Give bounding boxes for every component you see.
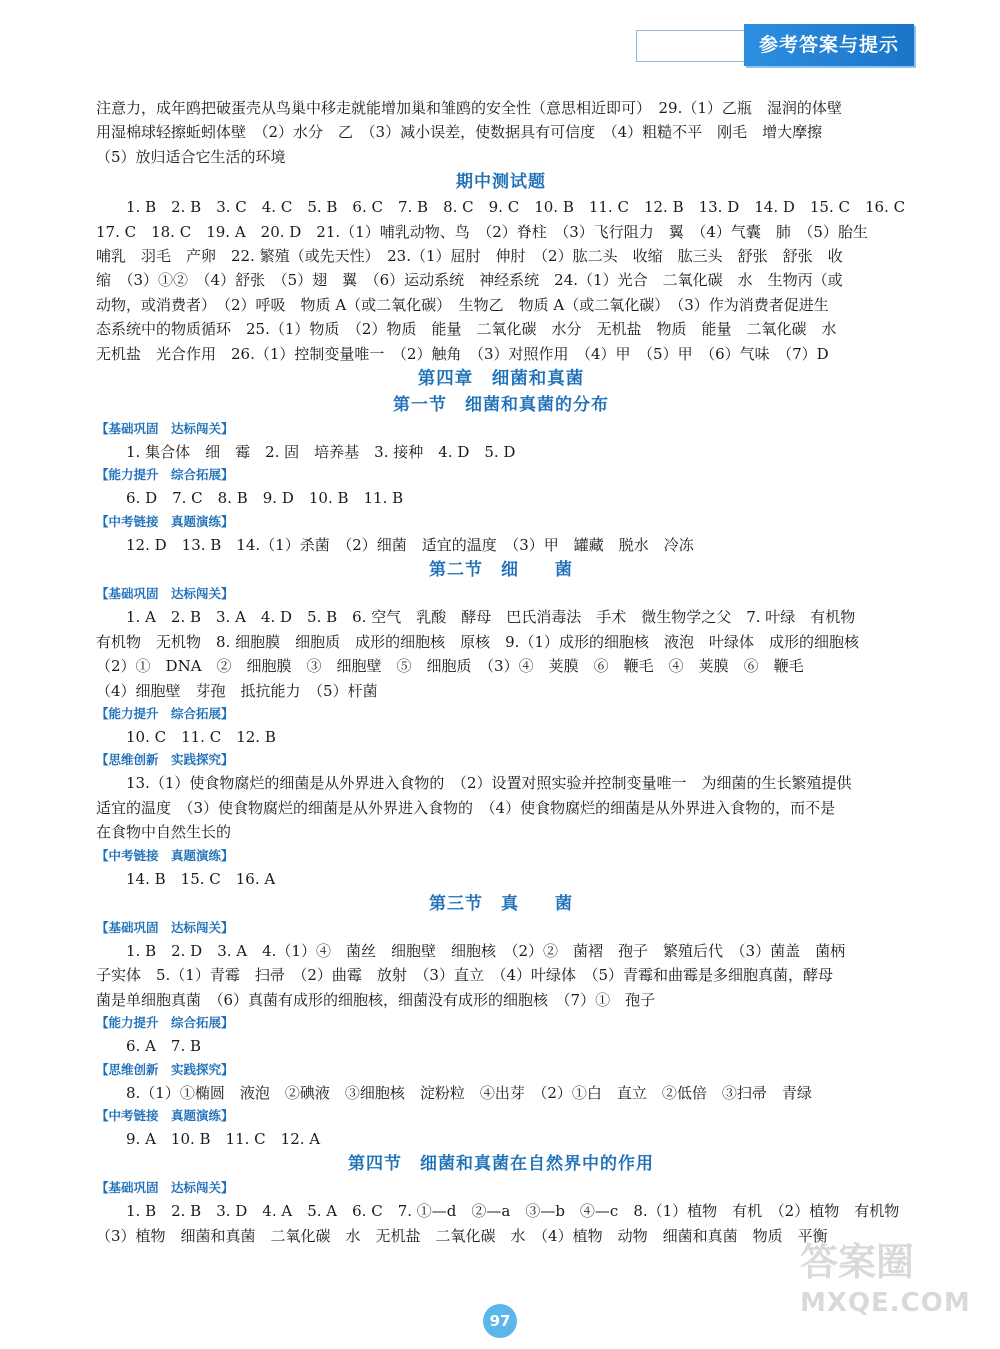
text-line: 态系统中的物质循环 25.（1）物质 （2）物质 能量 二氧化碳 水分 无机盐 物质 能量 二氧化碳 水: [96, 320, 837, 339]
exercise-tag: 【能力提升 综合拓展】: [96, 705, 234, 721]
text-line: 子实体 5.（1）青霉 扫帚 （2）曲霉 放射 （3）直立 （4）叶绿体 （5）青霉和曲霉是多细胞真菌，酵母: [96, 966, 834, 985]
text-line: （4）细胞壁 芽孢 抵抗能力 （5）杆菌: [96, 681, 378, 700]
text-line: 12. D 13. B 14.（1）杀菌 （2）细菌 适宜的温度 （3）甲 罐藏 脱水 冷冻: [126, 535, 694, 554]
section-title: 期中测试题: [456, 172, 546, 193]
text-line: 9. A 10. B 11. C 12. A: [126, 1129, 321, 1148]
text-line: 1. B 2. D 3. A 4.（1）④ 菌丝 细胞壁 细胞核 （2）② 菌褶 孢子 繁殖后代 （3）菌盖 菌柄: [126, 941, 846, 960]
text-line: 8.（1）①椭圆 液泡 ②碘液 ③细胞核 淀粉粒 ④出芽 （2）①白 直立 ②低倍 ③扫帚 青绿: [126, 1083, 812, 1102]
watermark: [800, 1238, 990, 1338]
text-line: 1. B 2. B 3. D 4. A 5. A 6. C 7. ①—d ②—a ③—b ④—c 8.（1）植物 有机 （2）植物 有机物: [126, 1202, 900, 1221]
text-line: 13.（1）使食物腐烂的细菌是从外界进入食物的 （2）设置对照实验并控制变量唯一 为细菌的生长繁殖提供: [126, 774, 852, 793]
section-title: 第三节 真 菌: [429, 893, 573, 914]
text-line: 1. 集合体 细 霉 2. 固 培养基 3. 接种 4. D 5. D: [126, 443, 516, 462]
exercise-tag: 【能力提升 综合拓展】: [96, 1015, 234, 1031]
text-line: 动物，或消费者） （2）呼吸 物质 A（或二氧化碳） 生物乙 物质 A（或二氧化碳） （3）作为消费者促进生: [96, 295, 829, 314]
exercise-tag: 【基础巩固 达标闯关】: [96, 586, 234, 602]
text-line: 注意力，成年鸥把破蛋壳从鸟巢中移走就能增加巢和雏鸥的安全性（意思相近即可） 29.（1）乙瓶 湿润的体壁: [96, 99, 842, 117]
text-line: 用湿棉球轻擦蚯蚓体壁 （2）水分 乙 （3）减小误差，使数据具有可信度 （4）粗糙不平 刚毛 增大摩擦: [96, 123, 823, 142]
exercise-tag: 【能力提升 综合拓展】: [96, 467, 234, 483]
section-title: 第四节 细菌和真菌在自然界中的作用: [348, 1154, 654, 1175]
section-3: [96, 891, 906, 1151]
text-line: 无机盐 光合作用 26.（1）控制变量唯一 （2）触角 （3）对照作用 （4）甲 （5）甲 （6）气味 （7）D: [96, 344, 829, 363]
text-line: 哺乳 羽毛 产卵 22. 繁殖（或先天性） 23.（1）屈肘 伸肘 （2）肱二头 收缩 肱三头 舒张 舒张 收: [96, 247, 843, 266]
exercise-tag: 【基础巩固 达标闯关】: [96, 919, 234, 935]
text-line: 适宜的温度 （3）使食物腐烂的细菌是从外界进入食物的 （4）使食物腐烂的细菌是从外界进入食物的，而不是: [96, 798, 836, 817]
exercise-tag: 【思维创新 实践探究】: [96, 752, 234, 768]
page-number: 97: [483, 1304, 517, 1338]
text-line: 菌是单细胞真菌 （6）真菌有成形的细胞核，细菌没有成形的细胞核 （7）① 孢子: [96, 990, 656, 1009]
exercise-tag: 【中考链接 真题演练】: [96, 513, 234, 529]
section-title: 第一节 细菌和真菌的分布: [393, 395, 609, 416]
text-line: 6. A 7. B: [126, 1037, 202, 1056]
exercise-tag: 【中考链接 真题演练】: [96, 847, 234, 863]
text-line: （2）① DNA ② 细胞膜 ③ 细胞壁 ⑤ 细胞质 （3）④ 荚膜 ⑥ 鞭毛 ④ 荚膜 ⑥ 鞭毛: [96, 657, 804, 676]
section-4: [96, 1151, 906, 1248]
exercise-tag: 【中考链接 真题演练】: [96, 1107, 234, 1123]
header-banner: 参考答案与提示: [744, 24, 914, 66]
section-2: [96, 557, 906, 891]
text-line: 有机物 无机物 8. 细胞膜 细胞质 成形的细胞核 原核 9.（1）成形的细胞核 液泡 叶绿体 成形的细胞核: [96, 632, 859, 651]
text-line: 1. B 2. B 3. C 4. C 5. B 6. C 7. B 8. C 9. C 10. B 11. C 12. B 13. D 14. D 15. C 16. C: [126, 198, 906, 217]
section-1: [96, 392, 906, 557]
text-line: 在食物中自然生长的: [96, 823, 232, 842]
text-line: 缩 （3）①② （4）舒张 （5）翅 翼 （6）运动系统 神经系统 24.（1）光合 二氧化碳 水 生物丙（或: [96, 271, 843, 290]
text-line: 1. A 2. B 3. A 4. D 5. B 6. 空气 乳酸 酵母 巴氏消毒法 手术 微生物学之父 7. 叶绿 有机物: [126, 608, 856, 627]
top-continuation: [96, 96, 906, 169]
watermark-url: MXQE.COM: [800, 1288, 971, 1318]
text-line: 14. B 15. C 16. A: [126, 869, 276, 888]
exercise-tag: 【基础巩固 达标闯关】: [96, 421, 234, 437]
text-line: （3）植物 细菌和真菌 二氧化碳 水 无机盐 二氧化碳 水 （4）植物 动物 细菌和真菌 物质 平衡: [96, 1226, 828, 1245]
exercise-tag: 【思维创新 实践探究】: [96, 1061, 234, 1077]
text-line: （5）放归适合它生活的环境: [96, 147, 286, 166]
text-line: 10. C 11. C 12. B: [126, 727, 276, 746]
text-line: 17. C 18. C 19. A 20. D 21.（1）哺乳动物、鸟 （2）脊柱 （3）飞行阻力 翼 （4）气囊 肺 （5）胎生: [96, 222, 868, 241]
page-content: [96, 96, 906, 1248]
watermark-logo-text: 答案圈: [800, 1240, 915, 1284]
section-title: 第二节 细 菌: [429, 560, 573, 581]
text-line: 6. D 7. C 8. B 9. D 10. B 11. B: [126, 489, 404, 508]
exercise-tag: 【基础巩固 达标闯关】: [96, 1180, 234, 1196]
header-blank-box: [636, 30, 746, 62]
midterm-section: [96, 169, 906, 366]
chapter-title: 第四章 细菌和真菌: [417, 369, 585, 390]
